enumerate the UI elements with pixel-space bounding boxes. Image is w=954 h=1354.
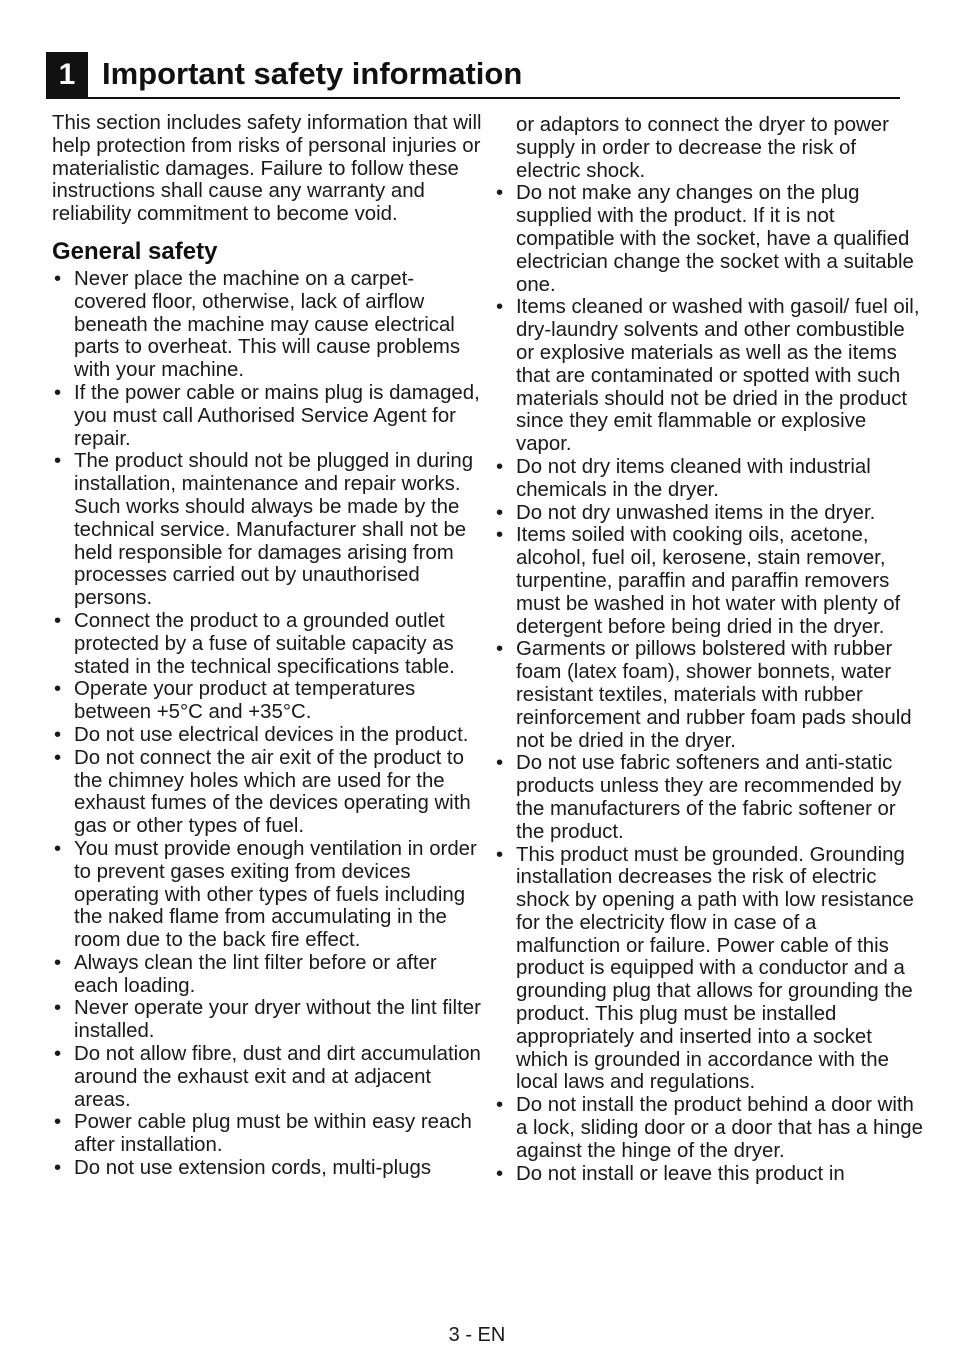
list-item: • Operate your product at temperatures between +5°C and +35°C. — [52, 678, 484, 724]
list-item: • You must provide enough ventilation in order to prevent gases exiting from devices operating with other types of fuels including the naked flame from accumulating in the room due to the back fire effect. — [52, 838, 484, 952]
list-item: • Always clean the lint filter before or after each loading. — [52, 952, 484, 998]
list-item: • Connect the product to a grounded outlet protected by a fuse of suitable capacity as stated in the technical specifications table. — [52, 610, 484, 678]
list-item: • Do not use electrical devices in the product. — [52, 724, 484, 747]
left-safety-list — [52, 268, 484, 1180]
list-item: • If the power cable or mains plug is damaged, you must call Authorised Service Agent for repair. — [52, 382, 484, 450]
list-item: • This product must be grounded. Grounding installation decreases the risk of electric shock by opening a path with low resistance for the electricity flow in case of a malfunction or failure. Power cable of this product is equipped with a conductor and a grounding plug that allows for grounding the product. This plug must be installed appropriately and inserted into a socket which is grounded in accordance with the local laws and regulations. — [494, 844, 924, 1095]
list-item: • Do not use extension cords, multi-plugs — [52, 1157, 484, 1180]
list-item: • Do not dry items cleaned with industrial chemicals in the dryer. — [494, 456, 924, 502]
list-item: • Do not make any changes on the plug supplied with the product. If it is not compatible with the socket, have a qualified electrician change the socket with a suitable one. — [494, 182, 924, 296]
list-item: • Items soiled with cooking oils, acetone, alcohol, fuel oil, kerosene, stain remover, turpentine, paraffin and paraffin removers must be washed in hot water with plenty of detergent before being dried in the dryer. — [494, 524, 924, 638]
list-item: • Do not dry unwashed items in the dryer. — [494, 502, 924, 525]
list-item-continuation: or adaptors to connect the dryer to power supply in order to decrease the risk of electric shock. — [516, 114, 889, 182]
list-item: • Do not install or leave this product in — [494, 1163, 924, 1186]
section-title: Important safety information — [102, 56, 523, 91]
right-column — [494, 114, 924, 1185]
section-number: 1 — [46, 52, 88, 97]
list-item: • Do not install the product behind a door with a lock, sliding door or a door that has a hinge against the hinge of the dryer. — [494, 1094, 924, 1162]
intro-paragraph: This section includes safety information that will help protection from risks of personal injuries or materialistic damages. Failure to follow these instructions shall cause any warranty and reliability commitment to become void. — [52, 112, 482, 226]
list-item: • Never place the machine on a carpet-covered floor, otherwise, lack of airflow beneath the machine may cause electrical parts to overheat. This will cause problems with your machine. — [52, 268, 484, 382]
list-item: • Do not use fabric softeners and anti-static products unless they are recommended by the manufacturers of the fabric softener or the product. — [494, 752, 924, 843]
list-item: • Items cleaned or washed with gasoil/ fuel oil, dry-laundry solvents and other combustible or explosive materials as well as the items that are contaminated or spotted with such materials should not be dried in the product since they emit flammable or explosive vapor. — [494, 296, 924, 456]
right-safety-list — [494, 114, 924, 1185]
left-column — [52, 112, 484, 1180]
list-item: • The product should not be plugged in during installation, maintenance and repair works. Such works should always be made by the technical service. Manufacturer shall not be held responsible for damages arising from processes carried out by unauthorised persons. — [52, 450, 484, 610]
list-item: • Do not connect the air exit of the product to the chimney holes which are used for the exhaust fumes of the devices operating with gas or other types of fuel. — [52, 747, 484, 838]
page-number: 3 - EN — [448, 1324, 506, 1346]
list-item: • Garments or pillows bolstered with rubber foam (latex foam), shower bonnets, water resistant textiles, materials with rubber reinforcement and rubber foam pads should not be dried in the dryer. — [494, 638, 924, 752]
list-item: • Do not allow fibre, dust and dirt accumulation around the exhaust exit and at adjacent areas. — [52, 1043, 484, 1111]
section-header — [46, 52, 900, 99]
list-item: • Never operate your dryer without the lint filter installed. — [52, 997, 484, 1043]
list-item: • Power cable plug must be within easy reach after installation. — [52, 1111, 484, 1157]
general-safety-heading: General safety — [52, 237, 218, 265]
